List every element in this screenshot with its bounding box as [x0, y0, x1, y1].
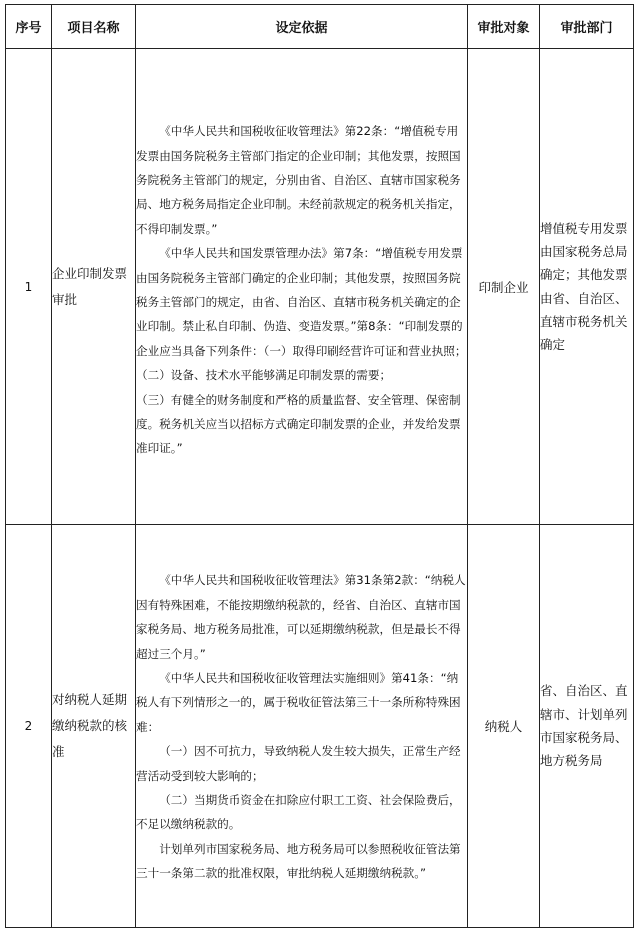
basis-paragraph: （三）有健全的财务制度和严格的质量监督、安全管理、保密制度。税务机关应当以招标方式确定印制发票的企业，并发给发票准印证。” — [136, 392, 461, 456]
basis-paragraph: 《中华人民共和国税收征收管理法实施细则》第41条：“纳税人有下列情形之一的，属于税收征管法第三十一条所称特殊困难： — [136, 670, 461, 734]
row-number: 2 — [6, 525, 52, 928]
basis-paragraph: （二）当期货币资金在扣除应付职工工资、社会保险费后，不足以缴纳税款的。 — [136, 793, 461, 832]
legal-basis — [136, 525, 468, 928]
basis-paragraph: 《中华人民共和国发票管理办法》第7条：“增值税专用发票由国务院税务主管部门确定的企业印制；其他发票，按照国务院税务主管部门的规定，由省、自治区、直辖市税务机关确定的企业印制。禁止私自印制、伪造、变造发票。”第8条：“印制发票的企业应当具备下列条件：（一）取得印刷经营许可证和营业执照； — [136, 246, 467, 358]
item-name: 企业印制发票审批 — [52, 49, 136, 525]
header-item-name: 项目名称 — [52, 5, 136, 49]
header-approval-department: 审批部门 — [540, 5, 634, 49]
item-name: 对纳税人延期缴纳税款的核准 — [52, 525, 136, 928]
header-approval-object: 审批对象 — [468, 5, 540, 49]
basis-paragraph: （一）因不可抗力，导致纳税人发生较大损失，正常生产经营活动受到较大影响的； — [136, 744, 461, 783]
basis-paragraph: （二）设备、技术水平能够满足印制发票的需要； — [136, 368, 392, 383]
row-number: 1 — [6, 49, 52, 525]
basis-paragraph: 计划单列市国家税务局、地方税务局可以参照税收征管法第三十一条第二款的批准权限，审批纳税人延期缴纳税款。” — [136, 841, 461, 881]
basis-paragraph: 《中华人民共和国税收征收管理法》第22条：“增值税专用发票由国务院税务主管部门指定的企业印制；其他发票，按照国务院税务主管部门的规定，分别由省、自治区、直辖市国家税务局、地方税务局指定企业印制。未经前款规定的税务机关指定，不得印制发票。” — [136, 124, 461, 236]
approval-object: 纳税人 — [468, 525, 540, 928]
approval-items-table — [5, 4, 634, 928]
approval-department: 省、自治区、直辖市、计划单列市国家税务局、地方税务局 — [540, 525, 634, 928]
header-no: 序号 — [6, 5, 52, 49]
table-row — [6, 525, 634, 928]
table-header-row — [6, 5, 634, 49]
header-basis: 设定依据 — [136, 5, 468, 49]
legal-basis — [136, 49, 468, 525]
table-row — [6, 49, 634, 525]
basis-paragraph: 《中华人民共和国税收征收管理法》第31条第2款：“纳税人因有特殊困难，不能按期缴纳税款的，经省、自治区、直辖市国家税务局、地方税务局批准，可以延期缴纳税款，但是最长不得超过三个月。” — [136, 573, 466, 661]
approval-department: 增值税专用发票由国家税务总局确定；其他发票由省、自治区、直辖市税务机关确定 — [540, 49, 634, 525]
approval-object: 印制企业 — [468, 49, 540, 525]
